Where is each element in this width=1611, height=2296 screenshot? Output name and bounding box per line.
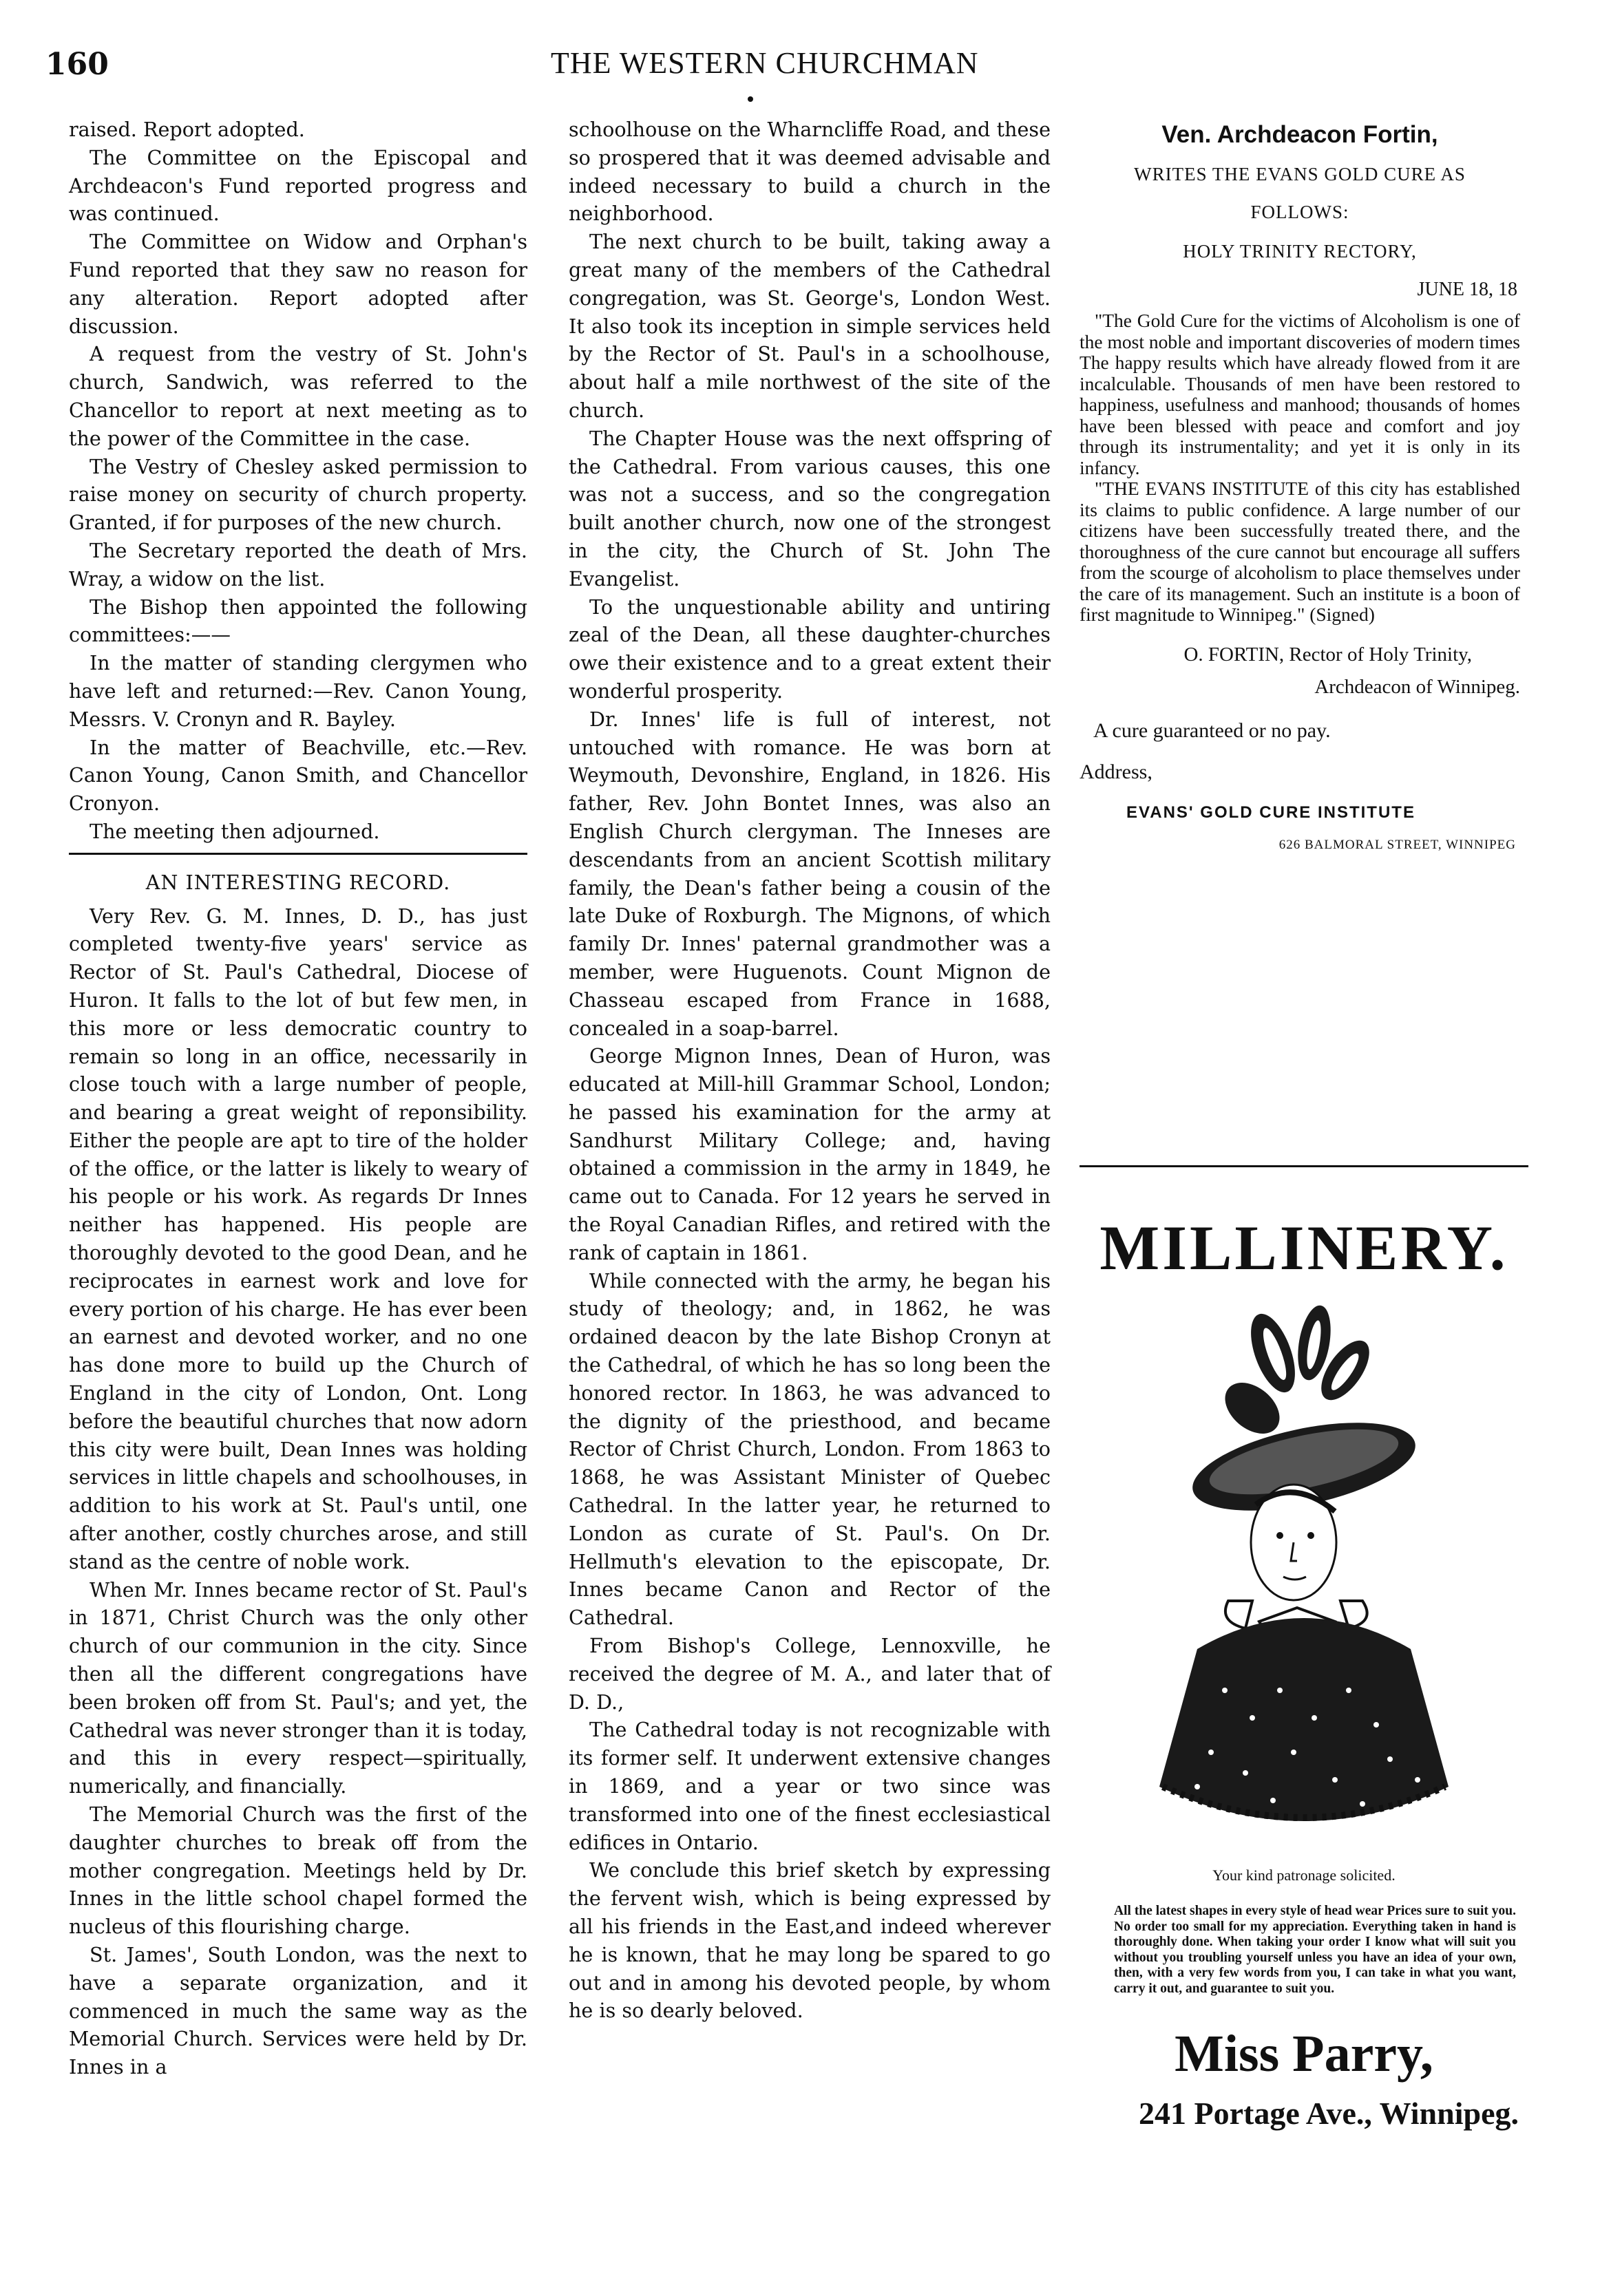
millinery-proprietor: Miss Parry, — [1175, 2025, 1433, 2083]
ad-testimonial — [1080, 310, 1520, 626]
ad-divider-rule — [1080, 1165, 1528, 1167]
paragraph: The Bishop then appointed the following committees:—— — [69, 595, 527, 647]
paragraph: The Secretary reported the death of Mrs. Wray, a widow on the list. — [69, 538, 527, 591]
paragraph: raised. Report adopted. — [69, 118, 305, 141]
column-middle — [569, 116, 1051, 2025]
paragraph: In the matter of Beachville, etc.—Rev. Canon Young, Canon Smith, and Chancellor Cronyon. — [69, 735, 527, 816]
ad-guarantee: A cure guaranteed or no pay. — [1093, 719, 1331, 742]
ad-rectory: HOLY TRINITY RECTORY, — [1183, 241, 1417, 262]
article-paragraph: The Memorial Church was the first of the daughter churches to break off from the mother congregation. Meetings held by Dr. Innes in the little school chapel formed the nucleus of this flourishing charge. — [69, 1803, 527, 1939]
paragraph: A request from the vestry of St. John's church, Sandwich, was referred to the Chancellor to report at next meeting as to the power of the Committee in the case. — [69, 342, 527, 450]
ad-title: Ven. Archdeacon Fortin, — [1161, 121, 1438, 148]
gold-cure-advertisement — [1080, 121, 1520, 853]
millinery-caption: Your kind patronage solicited. — [1212, 1867, 1396, 1884]
paragraph: The Vestry of Chesley asked permission to raise money on security of church property. Granted, if for purposes of the new church. — [69, 454, 527, 535]
article-paragraph: The next church to be built, taking away a great many of the members of the Cathedral congregation, was St. George's, London West. It also took its inception in simple services held by the Rector of St. Paul's in a schoolhouse, about half a mile northwest of the site of the church. — [569, 230, 1051, 422]
paragraph: In the matter of standing clergymen who have left and returned:—Rev. Canon Young, Messrs. V. Cronyn and R. Bayley. — [69, 651, 527, 731]
millinery-body: All the latest shapes in every style of head wear Prices sure to suit you. No order too small for my appreciation. Everything taken in hand is thoroughly done. When taking your order I know what will suit you without you troubling yourself unless you have an idea of your own, then, with a very few words from you, I can take in what you want, carry it out, and guarantee to suit you. — [1114, 1904, 1516, 1996]
article-paragraph: From Bishop's College, Lennoxville, he received the degree of M. A., and later that of D. D., — [569, 1634, 1051, 1714]
article-paragraph: schoolhouse on the Wharncliffe Road, and these so prospered that it was deemed advisable and indeed necessary to build a church in the neighborhood. — [569, 118, 1051, 226]
masthead-title: THE WESTERN CHURCHMAN — [551, 46, 979, 80]
millinery-address: 241 Portage Ave., Winnipeg. — [1139, 2096, 1519, 2131]
article-paragraph: George Mignon Innes, Dean of Huron, was educated at Mill-hill Grammar School, London; he passed his examination for the army at Sandhurst Military College; and, having obtained a commission in the army in 1849, he came out to Canada. For 12 years he served in the Royal Canadian Rifles, and retired with the rank of captain in 1861. — [569, 1044, 1051, 1264]
masthead-ornament — [748, 96, 753, 102]
article-paragraph: To the unquestionable ability and untiring zeal of the Dean, all these daughter-churches owe their existence and to a great extent their wonderful prosperity. — [569, 595, 1051, 703]
column-left — [69, 116, 527, 2081]
lady-in-hat-illustration — [1156, 1305, 1452, 1849]
article-heading: AN INTERESTING RECORD. — [145, 870, 451, 894]
article-paragraph: The Chapter House was the next offspring of the Cathedral. From various causes, this one was not a success, and so the congregation built another church, now one of the strongest in the city, the Church of St. John The Evangelist. — [569, 426, 1051, 591]
ad-date: JUNE 18, 18 — [1417, 279, 1517, 300]
testimonial-paragraph: "The Gold Cure for the victims of Alcoholism is one of the most noble and important discoveries of modern times The happy results which have already flowed from it are incalculable. Thousands of men have been restored to happiness, usefulness and manhood; thousands of homes have been blessed with peace and comfort and joy through its instrumentality; and yet it is only in its infancy. — [1080, 310, 1521, 478]
paragraph: The Committee on Widow and Orphan's Fund reported that they saw no reason for any alteration. Report adopted after discussion. — [69, 230, 527, 338]
section-divider — [69, 853, 527, 855]
ad-signature: O. FORTIN, Rector of Holy Trinity, — [1183, 643, 1472, 666]
article-paragraph: While connected with the army, he began his study of theology; and, in 1862, he was ordained deacon by the late Bishop Cronyn at the Cathedral, of which he has so long been the honored rector. In 1863, he was advanced to the dignity of the priesthood, and became Rector of Christ Church, London. From 1863 to 1868, he was Assistant Minister of Quebec Cathedral. In the latter year, he returned to London as curate of St. Paul's. On Dr. Hellmuth's elevation to the episcopate, Dr. Innes became Canon and Rector of the Cathedral. — [569, 1268, 1051, 1630]
ad-address-label: Address, — [1080, 760, 1152, 783]
page-number: 160 — [45, 47, 109, 82]
testimonial-paragraph: "THE EVANS INSTITUTE of this city has established its claims to public confidence. A large number of our citizens have been successfully treated there, and the thoroughness of the cure cannot but encourage all suffers from the scourge of alcoholism to place themselves under the care of its management. Such an institute is a boon of first magnitude to Winnipeg." (Signed) — [1080, 478, 1520, 625]
article-paragraph: Very Rev. G. M. Innes, D. D., has just completed twenty-five years' service as Rector of St. Paul's Cathedral, Diocese of Huron. It falls to the lot of but few men, in this more or less democratic country to remain so long in an office, necessarily in close touch with a large number of people, and bearing a great weight of reponsibility. Either the people are apt to tire of the holder of the office, or the latter is likely to weary of his people or his work. As regards Dr Innes neither has happened. His people are thoroughly devoted to the good Dean, and he reciprocates in earnest work and love for every portion of his charge. He has ever been an earnest and devoted worker, and no one has done more to build up the Church of England in the city of London, Ont. Long before the beautiful churches that now adorn this city were built, Dean Innes was holding services in little chapels and schoolhouses, in addition to his work at St. Paul's until, one after another, costly churches arose, and still stand as the centre of noble work. — [69, 904, 527, 1573]
ad-subtitle: WRITES THE EVANS GOLD CURE AS — [1134, 164, 1466, 184]
millinery-heading: MILLINERY. — [1099, 1213, 1508, 1283]
article-paragraph: The Cathedral today is not recognizable with its former self. It underwent extensive changes in 1869, and a year or two since was transformed into one of the finest ecclesiastical edifices in Ontario. — [569, 1718, 1051, 1854]
paragraph: The meeting then adjourned. — [90, 819, 380, 843]
millinery-advertisement — [1080, 1170, 1528, 2132]
ad-institute-street: 626 BALMORAL STREET, WINNIPEG — [1278, 837, 1516, 852]
article-paragraph: St. James', South London, was the next to have a separate organization, and it commenced in much the same way as the Memorial Church. Services were held by Dr. Innes in a — [69, 1943, 527, 2079]
article-paragraph: We conclude this brief sketch by expressing the fervent wish, which is being expressed by all his friends in the East,and indeed wherever he is known, that he may long be spared to go out and in among his devoted people, by whom he is so dearly beloved. — [569, 1858, 1051, 2023]
ad-institute-name: EVANS' GOLD CURE INSTITUTE — [1126, 802, 1415, 822]
ad-signature-title: Archdeacon of Winnipeg. — [1314, 675, 1520, 698]
paragraph: The Committee on the Episcopal and Archdeacon's Fund reported progress and was continued. — [69, 145, 527, 226]
ad-subtitle-follows: FOLLOWS: — [1250, 202, 1349, 222]
article-paragraph: When Mr. Innes became rector of St. Paul's in 1871, Christ Church was the only other church of our communion in the city. Since then all the different congregations have been broken off from St. Paul's; and yet, the Cathedral was never stronger than it is today, and this in every respect—spiritually, numerically, and financially. — [69, 1577, 527, 1798]
article-paragraph: Dr. Innes' life is full of interest, not untouched with romance. He was born at Weymouth, Devonshire, England, in 1826. His father, Rev. John Bontet Innes, was also an English Church clergyman. The Inneses are descendants from an ancient Scottish military family, the Dean's father being a cousin of the late Duke of Roxburgh. The Mignons, of which family Dr. Innes' paternal grandmother was a member, were Huguenots. Count Mignon de Chasseau escaped from France in 1688, concealed in a soap-barrel. — [569, 707, 1051, 1040]
